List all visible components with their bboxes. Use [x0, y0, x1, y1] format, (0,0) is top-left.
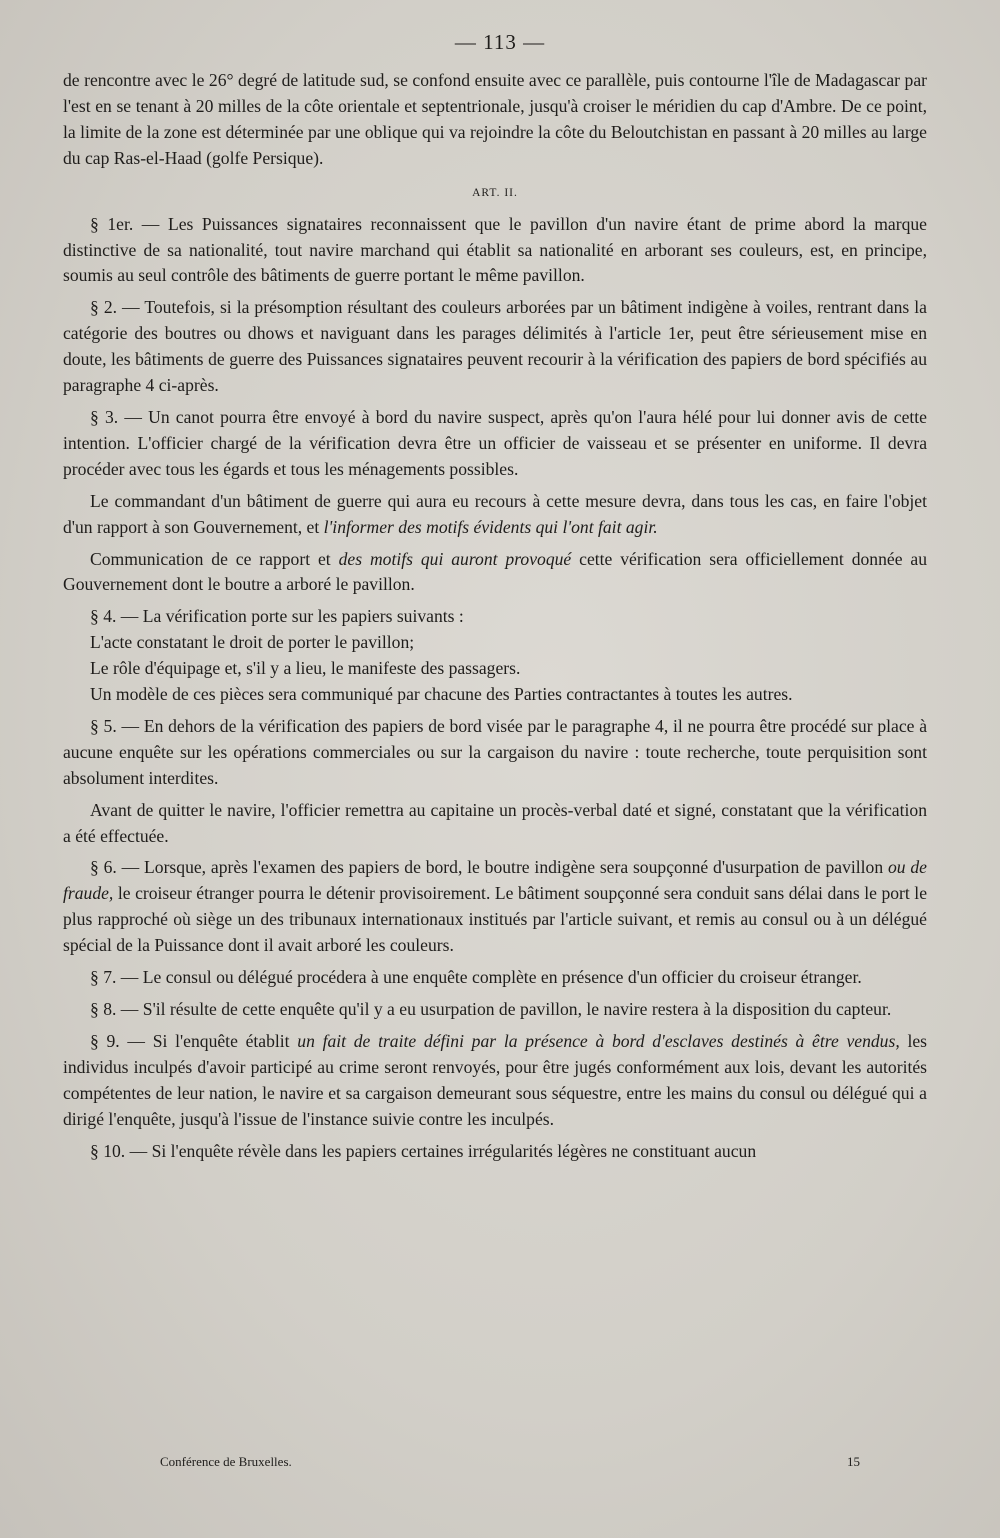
section-3-paragraph: § 3. — Un canot pourra être envoyé à bord du navire suspect, après qu'on l'aura hélé pour lui donner avis de cette intention. L'officier chargé de la vérification devra être un officier de vaisseau et se présenter en uniforme. Il devra procéder avec tous les égards et tous les ménagements possibles. [63, 406, 927, 479]
section-6-text-end: le croiseur étranger pourra le détenir provisoirement. Le bâtiment soupçonné sera conduit sans délai dans le port le plus rapproché où siège un des tribunaux internationaux institués par l'article suivant, et remis au consul ou à un délégué spécial de la Puissance dont il avait arboré les couleurs. [63, 883, 927, 956]
section-4-item-2: Le rôle d'équipage et, s'il y a lieu, le manifeste des passagers. [90, 658, 521, 679]
section-5-followup-paragraph: Avant de quitter le navire, l'officier remettra au capitaine un procès-verbal daté et signé, constatant que la vérification a été effectuée. [63, 799, 927, 846]
section-4-item-1: L'acte constatant le droit de porter le pavillon; [90, 632, 415, 653]
section-7-paragraph: § 7. — Le consul ou délégué procédera à une enquête complète en présence d'un officier du croiseur étranger. [90, 967, 862, 988]
footer-signature-mark: 15 [847, 1454, 860, 1469]
section-8-paragraph: § 8. — S'il résulte de cette enquête qu'il y a eu usurpation de pavillon, le navire restera à la disposition du capteur. [90, 999, 892, 1019]
communication-text-end: cette vérification sera officiellement donnée au Gouvernement dont le boutre a arboré le pavillon. [63, 548, 928, 595]
section-6-text-start: § 6. — Lorsque, après l'examen des papiers de bord, le boutre indigène sera soupçonné d'usurpation de pavillon [90, 857, 888, 878]
communication-italic-text: des motifs qui auront provoqué [338, 548, 572, 569]
section-1-paragraph: § 1er. — Les Puissances signataires reconnaissent que le pavillon d'un navire étant de prime abord la marque distinctive de sa nationalité, tout navire marchand qui établit sa nationalité en arborant ses couleurs, est, en principe, soumis au seul contrôle des bâtiments de guerre portant le même pavillon. [63, 213, 927, 286]
footer-title: Conférence de Bruxelles. [160, 1454, 292, 1469]
communication-text-start: Communication de ce rapport et [90, 548, 339, 569]
intro-paragraph: de rencontre avec le 26° degré de latitude sud, se confond ensuite avec ce parallèle, puis contourne l'île de Madagascar par l'est en se tenant à 20 milles de la côte orientale et septentrionale, jusqu'à croiser le méridien du cap d'Ambre. De ce point, la limite de la zone est déterminée par une oblique qui va rejoindre la côte du Beloutchistan en passant à 20 milles au large du cap Ras-el-Haad (golfe Persique). [63, 70, 927, 168]
section-6-paragraph [63, 855, 927, 959]
section-5-paragraph: § 5. — En dehors de la vérification des papiers de bord visée par le paragraphe 4, il ne pourra être procédé sur place à aucune enquête sur les opérations commerciales ou sur la cargaison du navire : toute recherche, toute perquisition sont absolument interdites. [63, 715, 927, 788]
section-3-communication-paragraph [63, 547, 927, 599]
report-text: Le commandant d'un bâtiment de guerre qui aura eu recours à cette mesure devra, dans tous les cas, en faire l'objet d'un rapport à son Gouvernement, et [63, 490, 927, 537]
section-6-italic-text: ou de fraude, [63, 857, 927, 904]
section-9-text-start: § 9. — Si l'enquête établit [90, 1030, 298, 1051]
body-text [63, 68, 927, 1170]
section-9-italic-text: un fait de traite défini par la présence à bord d'esclaves destinés à être vendus, [297, 1030, 900, 1051]
section-2-paragraph: § 2. — Toutefois, si la présomption résultant des couleurs arborées par un bâtiment indigène à voiles, rentrant dans la catégorie des boutres ou dhows et naviguant dans les parages délimités à l'article 1er, peut être sérieusement mise en doute, les bâtiments de guerre des Puissances signataires peuvent recourir à la vérification des papiers de bord spécifiés au paragraphe 4 ci-après. [63, 297, 927, 396]
page-number: — 113 — [454, 30, 546, 54]
section-3-report-paragraph [63, 489, 927, 541]
section-10-paragraph: § 10. — Si l'enquête révèle dans les papiers certaines irrégularités légères ne constituant aucun [90, 1140, 757, 1161]
article-heading: ART. II. [472, 186, 518, 199]
report-italic-text: l'informer des motifs évidents qui l'ont fait agir. [323, 516, 658, 537]
section-9-paragraph [63, 1029, 927, 1133]
section-4-model-paragraph: Un modèle de ces pièces sera communiqué par chacune des Parties contractantes à toutes les autres. [90, 684, 793, 705]
section-4-paragraph: § 4. — La vérification porte sur les papiers suivants : [90, 606, 464, 627]
section-9-text-end: les individus inculpés d'avoir participé au crime seront renvoyés, pour être jugés conformément aux lois, devant les autorités compétentes de leur nation, le navire et sa cargaison demeurant sous séquestre, entre les mains du consul ou délégué qui a dirigé l'enquête, jusqu'à l'issue de l'instance suivie contre les inculpés. [63, 1030, 927, 1129]
